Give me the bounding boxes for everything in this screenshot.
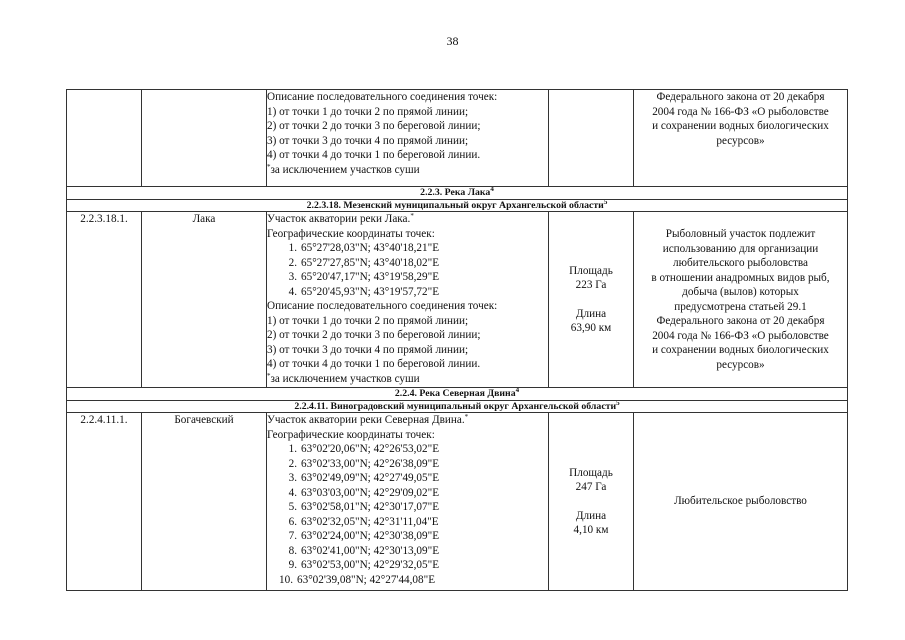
- coord-item: [283, 486, 548, 501]
- coord-number: 4.: [288, 285, 297, 298]
- coord-value: 63°02'33,00"N; 42°26'38,09"E: [301, 457, 440, 470]
- description-line: 1) от точки 1 до точки 2 по прямой линии;: [267, 105, 469, 118]
- note-line: Рыболовный участок подлежит: [665, 228, 816, 240]
- coord-number: 1.: [288, 242, 297, 254]
- coord-value: 63°02'49,09"N; 42°27'49,05"E: [301, 472, 440, 484]
- page-number: 38: [446, 34, 459, 48]
- coord-number: 4.: [288, 486, 297, 499]
- coord-number: 7.: [288, 530, 297, 542]
- footnote-ref: 4: [515, 387, 520, 394]
- coord-item: [279, 573, 548, 588]
- coord-value: 65°27'27,85"N; 43°40'18,02"E: [301, 256, 440, 269]
- coord-value: 65°27'28,03"N; 43°40'18,21"E: [301, 242, 440, 254]
- coord-value: 63°02'58,01"N; 42°30'17,07"E: [301, 501, 440, 513]
- note-line: Федерального закона от 20 декабря: [656, 91, 825, 103]
- district-heading-row: [67, 199, 848, 212]
- footnote-text: за исключением участков суши: [270, 372, 420, 385]
- coord-item: [283, 471, 548, 486]
- area-title: [267, 413, 548, 428]
- params-cell: [549, 212, 634, 388]
- footnote-ref: 4: [490, 186, 494, 193]
- note-line: любительского рыболовства: [673, 257, 808, 269]
- description-cell: [267, 90, 549, 187]
- coord-item: [283, 457, 548, 472]
- district-heading-text: 2.2.4.11. Виноградовский муниципальный округ Архангельской области: [294, 400, 617, 412]
- note-line: Любительское рыболовство: [674, 495, 807, 508]
- coord-value: 63°02'32,05"N; 42°31'11,04"E: [301, 515, 439, 528]
- area-label: Площадь: [569, 264, 613, 277]
- note-line: использованию для организации: [662, 242, 819, 255]
- area-value: 223 Га: [575, 279, 607, 291]
- coord-number: 3.: [288, 472, 297, 484]
- note-line: в отношении анадромных видов рыб,: [651, 271, 830, 284]
- coords-label: Географические координаты точек:: [267, 428, 435, 441]
- note-line: ресурсов»: [716, 358, 765, 371]
- connection-line: 4) от точки 4 до точки 1 по береговой линии.: [267, 358, 481, 370]
- river-heading-text: 2.2.3. Река Лака: [420, 187, 491, 198]
- note-line: ресурсов»: [716, 134, 765, 147]
- footnote-ref: 5: [603, 199, 608, 206]
- coord-number: 5.: [288, 501, 297, 513]
- description-line: 3) от точки 3 до точки 4 по прямой линии;: [267, 134, 469, 147]
- name-cell-empty: [142, 90, 267, 187]
- river-heading: [67, 388, 848, 401]
- note-line: Федерального закона от 20 декабря: [656, 315, 825, 327]
- length-label: Длина: [575, 307, 607, 320]
- district-heading: [67, 400, 848, 413]
- table-row-entry: [67, 212, 848, 388]
- description-line: 2) от точки 2 до точки 3 по береговой линии;: [267, 120, 481, 132]
- description-line: Описание последовательного соединения точек:: [267, 91, 498, 103]
- coords-list: [267, 241, 548, 299]
- coord-item: [283, 558, 548, 573]
- footnote-ref: 5: [616, 400, 620, 407]
- fishing-areas-table: [66, 89, 848, 591]
- river-heading-row: [67, 388, 848, 401]
- coord-number: 9.: [288, 559, 297, 571]
- coord-value: 63°02'39,08"N; 42°27'44,08"E: [297, 573, 436, 586]
- coord-value: 63°02'53,00"N; 42°29'32,05"E: [301, 559, 440, 571]
- table-row-continuation: [67, 90, 848, 187]
- description-cell: [267, 212, 549, 388]
- length-label: Длина: [575, 509, 607, 522]
- footnote-line: [267, 163, 548, 178]
- params-cell: [549, 413, 634, 591]
- code-cell-empty: [67, 90, 142, 187]
- coord-value: 65°20'47,17"N; 43°19'58,29"E: [301, 271, 440, 283]
- note-line: добыча (вылов) которых: [682, 286, 799, 298]
- coord-item: [283, 270, 548, 285]
- area-value: 247 Га: [575, 481, 607, 493]
- river-heading-text: 2.2.4. Река Северная Двина: [394, 388, 516, 399]
- footnote-mark: *: [267, 371, 271, 380]
- coord-number: 6.: [288, 515, 297, 528]
- note-line: 2004 года № 166-ФЗ «О рыболовстве: [652, 329, 829, 342]
- footnote-mark: *: [267, 162, 271, 171]
- footnote-mark: *: [464, 413, 469, 421]
- coords-label: Географические координаты точек:: [267, 227, 435, 240]
- length-value: 4,10 км: [573, 524, 609, 536]
- coord-value: 63°03'03,00"N; 42°29'09,02"E: [301, 486, 440, 499]
- coord-item: [283, 515, 548, 530]
- coord-item: [283, 256, 548, 271]
- coord-number: 2.: [288, 457, 297, 470]
- coord-number: 1.: [288, 443, 297, 455]
- district-heading-row: [67, 400, 848, 413]
- coord-item: [283, 544, 548, 559]
- connection-line: Описание последовательного соединения точек:: [267, 300, 498, 312]
- coords-list: [267, 442, 548, 587]
- coord-value: 65°20'45,93"N; 43°19'57,72"E: [301, 285, 440, 298]
- footnote-line: [267, 372, 548, 387]
- note-cell: [634, 413, 848, 591]
- code-cell: 2.2.4.11.1.: [67, 413, 142, 591]
- footnote-mark: *: [410, 212, 414, 220]
- river-heading: [67, 187, 848, 200]
- note-cell: [634, 212, 848, 388]
- note-cell: [634, 90, 848, 187]
- length-value: 63,90 км: [570, 322, 612, 334]
- district-heading-text: 2.2.3.18. Мезенский муниципальный округ Архангельской области: [306, 199, 604, 211]
- connection-line: 3) от точки 3 до точки 4 по прямой линии;: [267, 343, 469, 356]
- area-title-text: Участок акватории реки Лака.: [267, 213, 411, 225]
- description-line: 4) от точки 4 до точки 1 по береговой линии.: [267, 149, 481, 161]
- connection-line: 1) от точки 1 до точки 2 по прямой линии;: [267, 314, 469, 327]
- coord-item: [283, 285, 548, 300]
- note-line: и сохранении водных биологических: [652, 120, 829, 132]
- coord-value: 63°02'20,06"N; 42°26'53,02"E: [301, 443, 440, 455]
- coord-number: 10.: [279, 573, 293, 586]
- description-cell: [267, 413, 549, 591]
- coord-item: [283, 529, 548, 544]
- coord-value: 63°02'24,00"N; 42°30'38,09"E: [301, 530, 440, 542]
- spacer: [549, 293, 633, 307]
- table-row-entry: [67, 413, 848, 591]
- river-heading-row: [67, 187, 848, 200]
- district-heading: [67, 199, 848, 212]
- area-label: Площадь: [569, 466, 613, 479]
- connection-line: 2) от точки 2 до точки 3 по береговой линии;: [267, 329, 481, 341]
- footnote-text: за исключением участков суши: [270, 163, 420, 176]
- coord-number: 2.: [288, 256, 297, 269]
- area-title: [267, 212, 548, 227]
- coord-number: 3.: [288, 271, 297, 283]
- spacer: [549, 495, 633, 509]
- params-cell-empty: [549, 90, 634, 187]
- note-line: предусмотрена статьей 29.1: [674, 300, 807, 313]
- name-cell: Лака: [142, 212, 267, 388]
- name-cell: Богачевский: [142, 413, 267, 591]
- coord-item: [283, 500, 548, 515]
- code-cell: 2.2.3.18.1.: [67, 212, 142, 388]
- coord-number: 8.: [288, 544, 297, 557]
- coord-item: [283, 241, 548, 256]
- note-line: 2004 года № 166-ФЗ «О рыболовстве: [652, 105, 829, 118]
- coord-value: 63°02'41,00"N; 42°30'13,09"E: [301, 544, 440, 557]
- area-title-text: Участок акватории реки Северная Двина.: [267, 414, 465, 426]
- coord-item: [283, 442, 548, 457]
- note-line: и сохранении водных биологических: [652, 344, 829, 356]
